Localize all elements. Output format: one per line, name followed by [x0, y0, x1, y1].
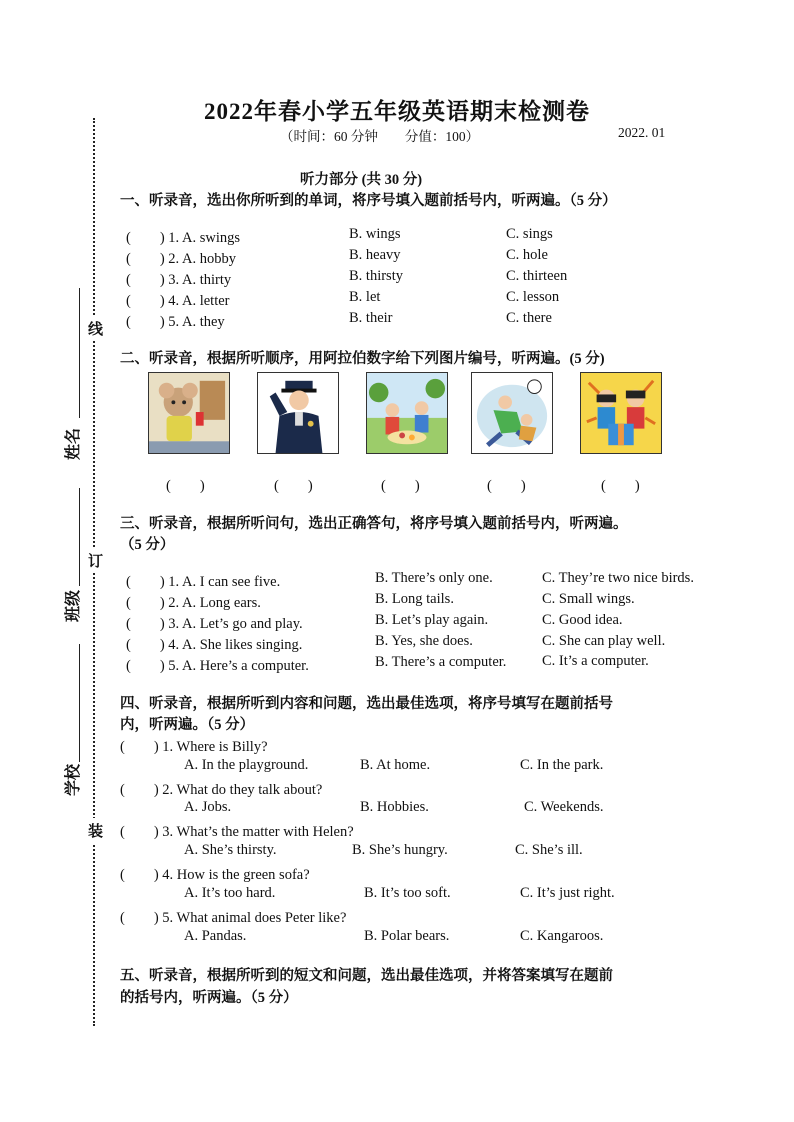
section1-q3-c: C. thirteen [506, 268, 568, 284]
section1-q4-b: B. let [349, 289, 381, 305]
section3-q5-b: B. There’s a computer. [375, 654, 507, 670]
section1-q1-c: C. sings [506, 226, 553, 242]
section1-q5-c: C. there [506, 310, 552, 326]
exam-info: （时间：60 分钟 分值：100） [280, 129, 480, 144]
section4-q3-a: A. She’s thirsty. [184, 842, 277, 858]
section3-heading-line1: 三、听录音，根据所听问句，选出正确答句，将序号填入题前括号内，听两遍。 [120, 516, 628, 532]
exam-date: 2022. 01 [618, 125, 666, 140]
section4-q2-a: A. Jobs. [184, 799, 232, 815]
section3-q1-b: B. There’s only one. [375, 570, 493, 586]
school-label: 学校 [65, 763, 82, 796]
binding-char-xian: 线 [88, 316, 103, 341]
section3-q1-c: C. They’re two nice birds. [542, 570, 694, 586]
section3-q2-c: C. Small wings. [542, 591, 635, 607]
section4-q1: ( ) 1. Where is Billy? [120, 739, 268, 755]
section4-q3-b: B. She’s hungry. [352, 842, 448, 858]
section4-q4-b: B. It’s too soft. [364, 885, 451, 901]
section3-heading-line2: （5 分） [120, 537, 175, 553]
section4-q5: ( ) 5. What animal does Peter like? [120, 910, 347, 926]
police-officer-image [257, 372, 339, 454]
section3-q4-c: C. She can play well. [542, 633, 666, 649]
section3-q5-c: C. It’s a computer. [542, 653, 649, 669]
name-line [79, 288, 80, 418]
section4-q2-c: C. Weekends. [524, 799, 604, 815]
section4-q4-a: A. It’s too hard. [184, 885, 276, 901]
section3-q4-a: ( ) 4. A. She likes singing. [126, 637, 303, 653]
section3-q1-a: ( ) 1. A. I can see five. [126, 574, 281, 590]
section1-q5-a: ( ) 5. A. they [126, 314, 225, 330]
section4-q3: ( ) 3. What’s the matter with Helen? [120, 824, 354, 840]
class-label: 班级 [65, 589, 82, 622]
section2-paren-5: ( ) [601, 478, 640, 494]
section1-q2-a: ( ) 2. A. hobby [126, 251, 236, 267]
listening-part-heading: 听力部分 (共 30 分) [300, 172, 423, 188]
section3-q3-b: B. Let’s play again. [375, 612, 489, 628]
section2-paren-3: ( ) [381, 478, 420, 494]
section2-paren-4: ( ) [487, 478, 526, 494]
section4-q1-c: C. In the park. [520, 757, 604, 773]
section4-q4-c: C. It’s just right. [520, 885, 615, 901]
binding-char-ding: 订 [88, 548, 103, 573]
section1-heading: 一、听录音，选出你所听到的单词，将序号填入题前括号内，听两遍。（5 分） [120, 193, 617, 209]
section5-heading-line1: 五、听录音，根据所听到的短文和问题，选出最佳选项，并将答案填写在题前 [120, 968, 613, 984]
section4-q2-b: B. Hobbies. [360, 799, 429, 815]
section4-q5-b: B. Polar bears. [364, 928, 450, 944]
section2-paren-2: ( ) [274, 478, 313, 494]
boys-playing-football-image [471, 372, 553, 454]
section4-heading-line2: 内，听两遍。（5 分） [120, 717, 255, 733]
section3-q2-a: ( ) 2. A. Long ears. [126, 595, 261, 611]
section1-q3-b: B. thirsty [349, 268, 403, 284]
section3-q3-c: C. Good idea. [542, 612, 623, 628]
children-opening-gift-image [580, 372, 662, 454]
section1-q2-c: C. hole [506, 247, 548, 263]
section4-q2: ( ) 2. What do they talk about? [120, 782, 323, 798]
section4-q4: ( ) 4. How is the green sofa? [120, 867, 310, 883]
section4-q5-a: A. Pandas. [184, 928, 247, 944]
section1-q3-a: ( ) 3. A. thirty [126, 272, 232, 288]
section1-q2-b: B. heavy [349, 247, 401, 263]
section3-q5-a: ( ) 5. A. Here’s a computer. [126, 658, 309, 674]
section1-q1-a: ( ) 1. A. swings [126, 230, 240, 246]
section3-q4-b: B. Yes, she does. [375, 633, 473, 649]
class-line [79, 488, 80, 586]
binding-char-zhuang: 装 [88, 818, 103, 843]
section2-paren-1: ( ) [166, 478, 205, 494]
section4-q3-c: C. She’s ill. [515, 842, 583, 858]
section4-q5-c: C. Kangaroos. [520, 928, 604, 944]
page-title: 2022年春小学五年级英语期末检测卷 [204, 99, 590, 124]
children-picnic-image [366, 372, 448, 454]
section4-q1-b: B. At home. [360, 757, 431, 773]
name-label: 姓名 [65, 427, 82, 460]
section2-heading: 二、听录音，根据所听顺序，用阿拉伯数字给下列图片编号，听两遍。(5 分) [120, 351, 605, 367]
mouse-with-phone-image [148, 372, 230, 454]
section5-heading-line2: 的括号内，听两遍。（5 分） [120, 990, 298, 1006]
section3-q2-b: B. Long tails. [375, 591, 454, 607]
section4-q1-a: A. In the playground. [184, 757, 309, 773]
section1-q4-a: ( ) 4. A. letter [126, 293, 230, 309]
section1-q1-b: B. wings [349, 226, 401, 242]
section1-q4-c: C. lesson [506, 289, 560, 305]
school-line [79, 644, 80, 762]
section1-q5-b: B. their [349, 310, 393, 326]
section4-heading-line1: 四、听录音，根据所听到内容和问题，选出最佳选项，将序号填写在题前括号 [120, 696, 613, 712]
section3-q3-a: ( ) 3. A. Let’s go and play. [126, 616, 303, 632]
